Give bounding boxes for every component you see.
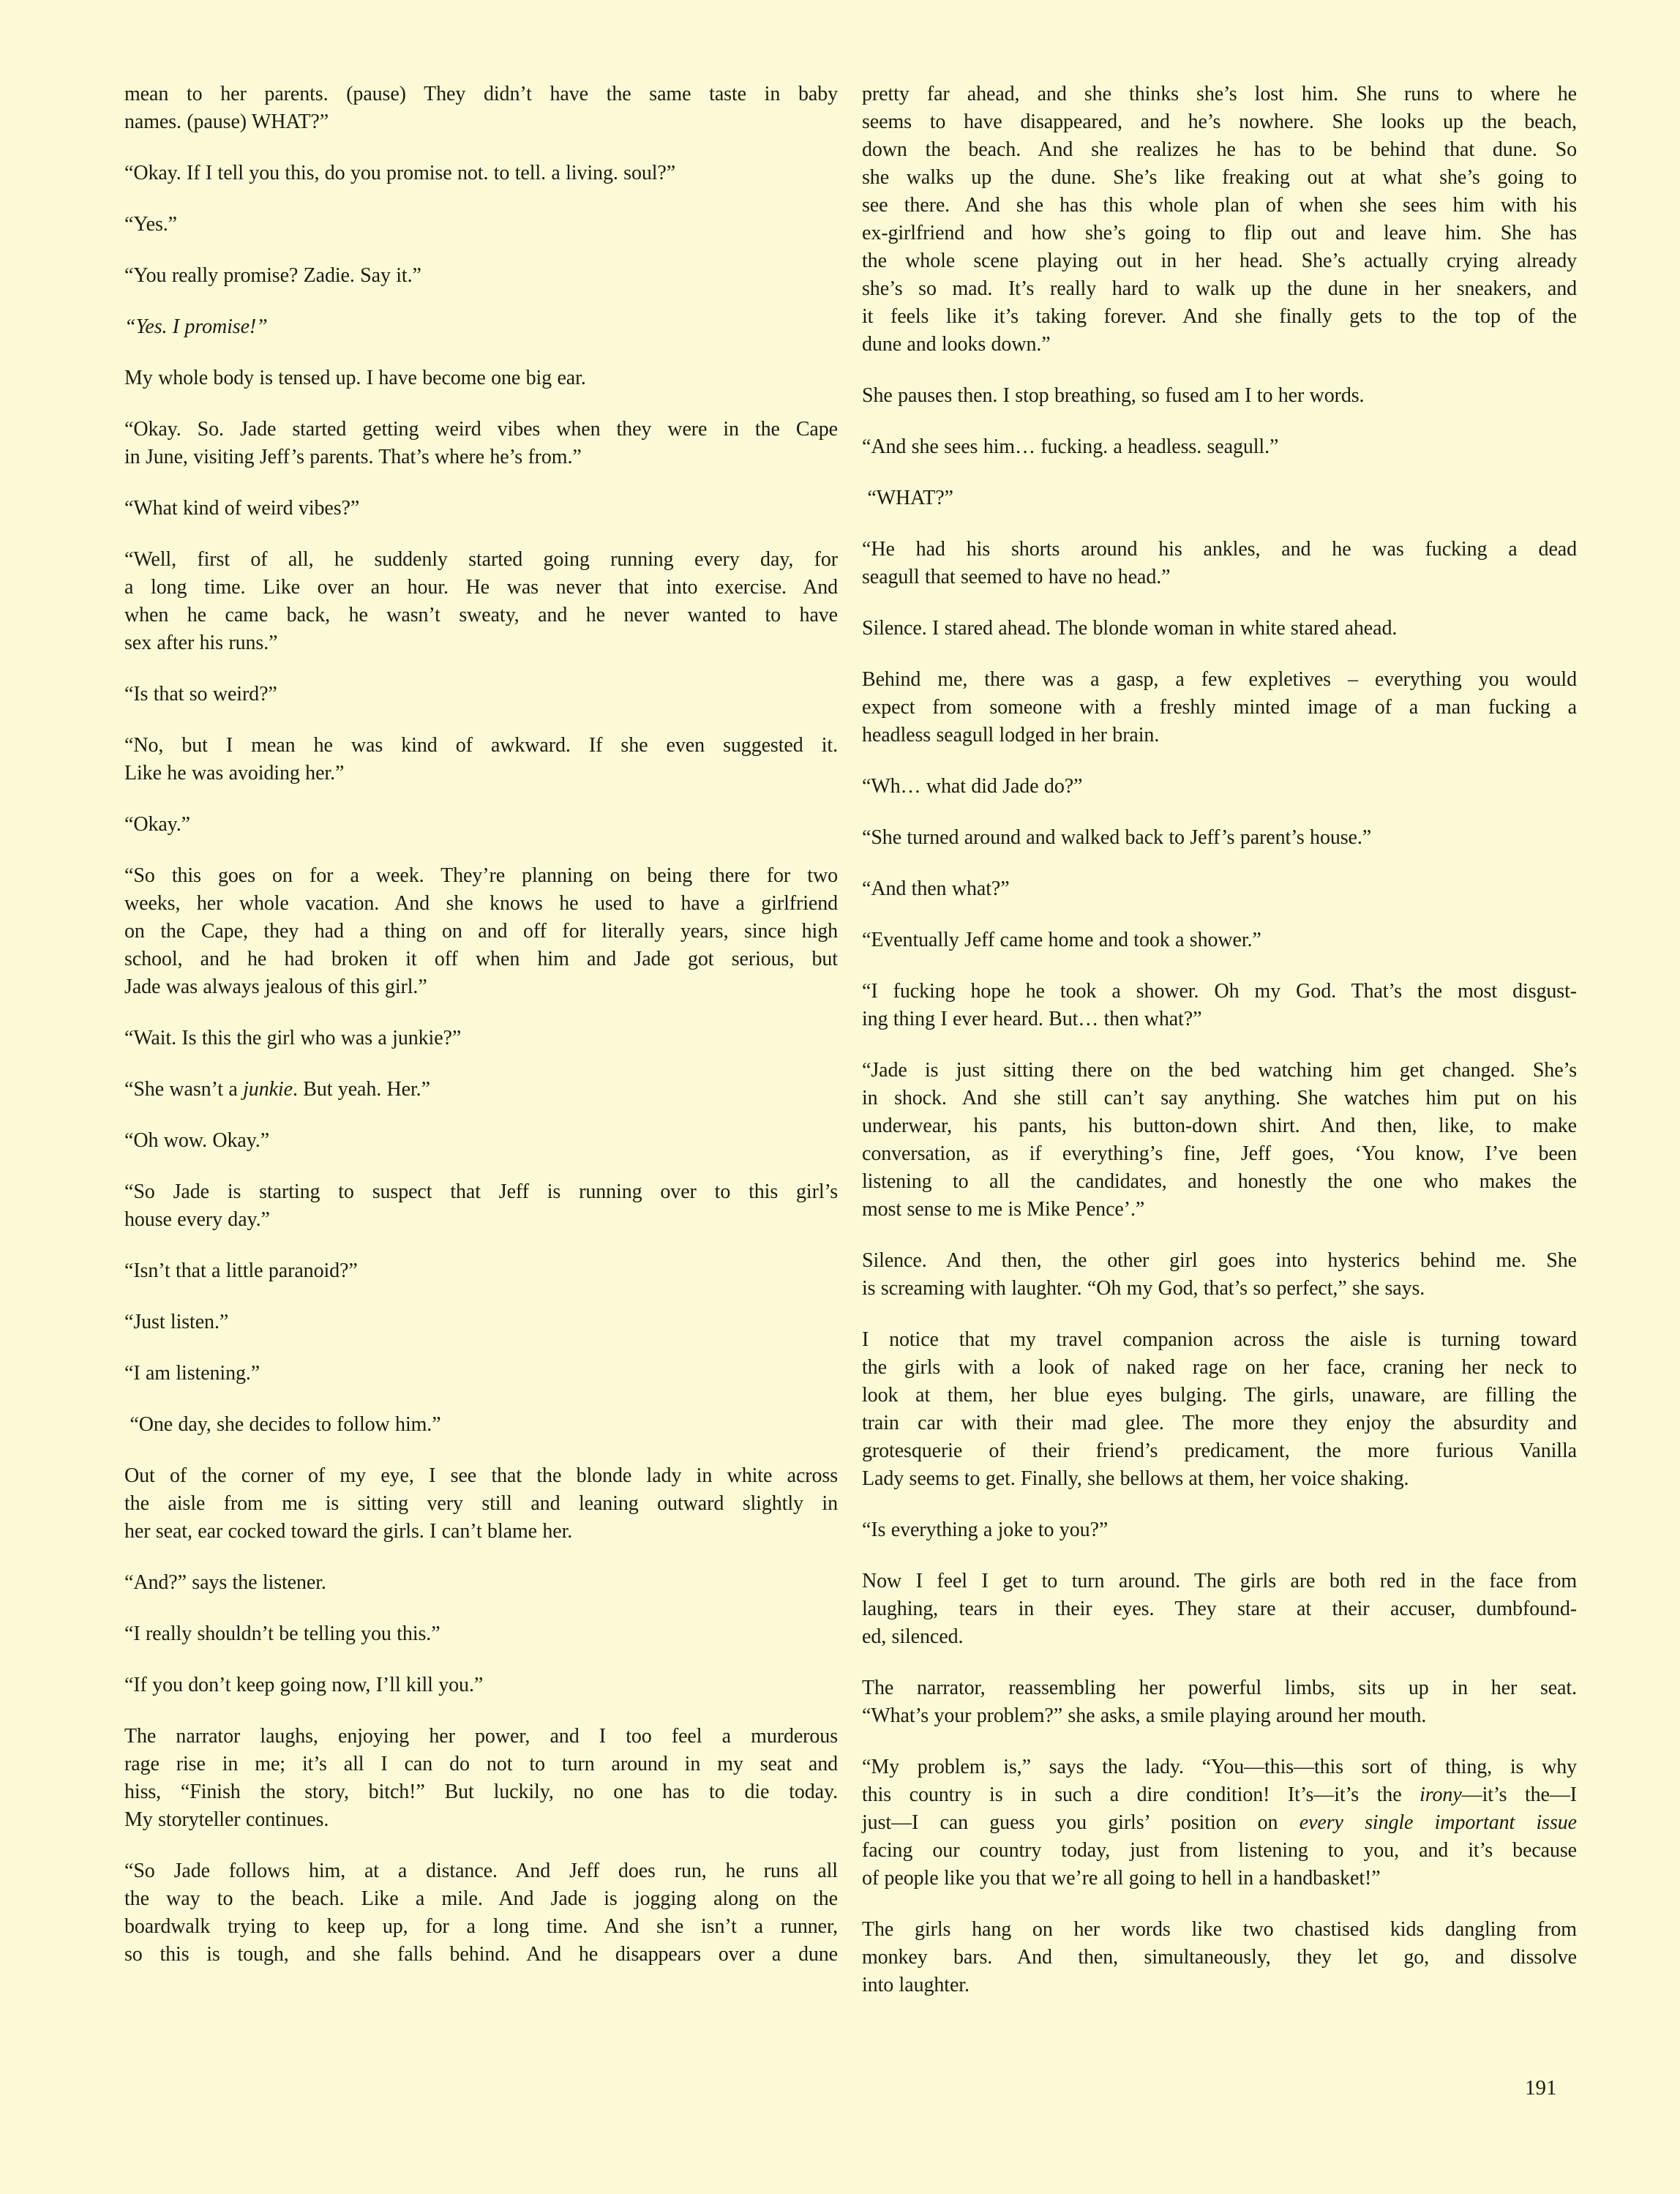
text-line: listening to all the candidates, and honestly the one who makes the [862,1170,1577,1193]
text-line: she walks up the dune. She’s like freaking out at what she’s going to [862,166,1577,189]
text-line: Like he was avoiding her.” [124,762,345,785]
text-line: weeks, her whole vacation. And she knows he used to have a girlfriend [124,892,838,915]
text-line: “No, but I mean he was kind of awkward. If she even suggested it. [124,734,838,757]
text-line: “Okay.” [124,813,190,836]
paragraph [862,666,1577,749]
text-line: “And?” says the listener. [124,1571,326,1594]
text-line: “Just listen.” [124,1311,229,1333]
text-line: “If you don’t keep going now, I’ll kill you.” [124,1674,484,1696]
paragraph [862,536,1577,591]
text-line: The narrator, reassembling her powerful limbs, sits up in her seat. [862,1677,1577,1699]
text-line: it feels like it’s taking forever. And she finally gets to the top of the [862,305,1577,328]
text-line: “One day, she decides to follow him.” [124,1413,441,1436]
text-line: “So this goes on for a week. They’re planning on being there for two [124,864,838,887]
paragraph [862,1326,1577,1493]
text-line: “Okay. So. Jade started getting weird vibes when they were in the Cape [124,418,838,441]
paragraph [124,681,838,708]
paragraph [124,1723,838,1834]
text-line: “Jade is just sitting there on the bed watching him get changed. She’s [862,1059,1577,1082]
text-column-left [124,81,838,1992]
text-line: Jade was always jealous of this girl.” [124,976,427,998]
text-line: monkey bars. And then, simultaneously, they let go, and dissolve [862,1946,1577,1969]
paragraph [862,926,1577,954]
text-line: “Wait. Is this the girl who was a junkie?” [124,1027,462,1049]
text-line: sex after his runs.” [124,632,278,654]
text-line: in shock. And she still can’t say anything. She watches him put on his [862,1087,1577,1109]
text-line: My storyteller continues. [124,1808,329,1831]
paragraph [862,824,1577,852]
text-line: so this is tough, and she falls behind. And he disappears over a dune [124,1943,838,1966]
paragraph [124,546,838,657]
text-line: Lady seems to get. Finally, she bellows at them, her voice shaking. [862,1467,1409,1490]
text-line: “He had his shorts around his ankles, and he was fucking a dead [862,538,1577,561]
paragraph [124,160,838,187]
text-line: seems to have disappeared, and he’s nowhere. She looks up the beach, [862,111,1577,133]
text-line: grotesquerie of their friend’s predicament, the more furious Vanilla [862,1439,1577,1462]
text-line: “She wasn’t a junkie. But yeah. Her.” [124,1078,430,1101]
text-line: ing thing I ever heard. But… then what?” [862,1008,1202,1030]
text-line: The girls hang on her words like two chastised kids dangling from [862,1918,1577,1941]
text-line: she’s so mad. It’s really hard to walk up the dune in her sneakers, and [862,277,1577,300]
paragraph [124,1127,838,1155]
paragraph [124,1411,838,1439]
text-line: “So Jade follows him, at a distance. And Jeff does run, he runs all [124,1860,838,1882]
paragraph [862,978,1577,1033]
paragraph [124,1178,838,1234]
paragraph [124,811,838,839]
text-line: a long time. Like over an hour. He was never that into exercise. And [124,576,838,599]
text-line: Out of the corner of my eye, I see that the blonde lady in white across [124,1464,838,1487]
paragraph [862,382,1577,410]
paragraph [124,1076,838,1104]
text-line: “Oh wow. Okay.” [124,1129,270,1152]
text-line: the aisle from me is sitting very still and leaning outward slightly in [124,1492,838,1515]
paragraph [124,81,838,136]
paragraph [124,262,838,290]
text-line: underwear, his pants, his button-down shirt. And then, like, to make [862,1115,1577,1137]
text-line: house every day.” [124,1208,270,1231]
paragraph [862,1916,1577,1999]
paragraph [862,1568,1577,1651]
text-line: My whole body is tensed up. I have become one big ear. [124,367,586,389]
text-line: “What kind of weird vibes?” [124,497,360,520]
paragraph [124,1569,838,1597]
text-line: in June, visiting Jeff’s parents. That’s where he’s from.” [124,446,582,468]
text-line: this country is in such a dire condition! It’s—it’s the irony—it’s the—I [862,1783,1578,1806]
paragraph [862,484,1577,512]
paragraph [862,875,1577,903]
text-line: “Yes. I promise!” [124,315,268,338]
text-line: Behind me, there was a gasp, a few expletives – everything you would [862,668,1577,691]
text-line: Silence. And then, the other girl goes into hysterics behind me. She [862,1249,1577,1272]
paragraph [862,615,1577,643]
text-line: “I am listening.” [124,1362,260,1385]
text-line: boardwalk trying to keep up, for a long time. And she isn’t a runner, [124,1915,838,1938]
text-line: “I fucking hope he took a shower. Oh my God. That’s the most disgust- [862,980,1577,1003]
text-line: see there. And she has this whole plan of when she sees him with his [862,194,1577,217]
paragraph [124,1257,838,1285]
text-line: the girls with a look of naked rage on her face, craning her neck to [862,1356,1577,1379]
text-line: ex-girlfriend and how she’s going to flip out and leave him. She has [862,222,1577,244]
text-line: “Is everything a joke to you?” [862,1519,1109,1541]
paragraph [862,1057,1577,1224]
text-line: just—I can guess you girls’ position on every single important issue [862,1811,1577,1834]
text-line: dune and looks down.” [862,333,1051,356]
paragraph [124,732,838,787]
paragraph [124,1360,838,1388]
paragraph [124,313,838,341]
paragraph [124,862,838,1001]
text-line: The narrator laughs, enjoying her power, and I too feel a murderous [124,1725,838,1748]
paragraph [124,1671,838,1699]
text-line: headless seagull lodged in her brain. [862,724,1160,746]
paragraph [124,364,838,392]
text-line: the way to the beach. Like a mile. And Jade is jogging along on the [124,1887,838,1910]
text-line: names. (pause) WHAT?” [124,111,329,133]
text-line: most sense to me is Mike Pence’.” [862,1198,1145,1221]
text-line: “WHAT?” [862,487,953,509]
text-line: “Yes.” [124,213,177,236]
paragraph [862,1516,1577,1544]
text-line: “And then what?” [862,877,1010,900]
text-line: hiss, “Finish the story, bitch!” But luckily, no one has to die today. [124,1781,838,1803]
text-line: on the Cape, they had a thing on and off for literally years, since high [124,920,838,943]
text-line: “Eventually Jeff came home and took a shower.” [862,929,1261,951]
text-line: “Isn’t that a little paranoid?” [124,1259,358,1282]
text-line: laughing, tears in their eyes. They stare at their accuser, dumbfound- [862,1598,1577,1620]
text-line: “And she sees him… fucking. a headless. seagull.” [862,435,1279,458]
paragraph [862,81,1577,359]
text-line: “Okay. If I tell you this, do you promise not. to tell. a living. soul?” [124,162,676,184]
text-line: of people like you that we’re all going to hell in a handbasket!” [862,1867,1381,1890]
text-line: when he came back, he wasn’t sweaty, and he never wanted to have [124,604,838,626]
paragraph [124,416,838,471]
text-line: “My problem is,” says the lady. “You—this—this sort of thing, is why [862,1756,1577,1778]
text-line: seagull that seemed to have no head.” [862,566,1171,588]
text-line: pretty far ahead, and she thinks she’s lost him. She runs to where he [862,83,1577,105]
paragraph [124,495,838,523]
paragraph [124,211,838,239]
text-line: is screaming with laughter. “Oh my God, that’s so perfect,” she says. [862,1277,1425,1300]
text-line: “What’s your problem?” she asks, a smile playing around her mouth. [862,1704,1427,1727]
paragraph [124,1620,838,1648]
text-line: expect from someone with a freshly minted image of a man fucking a [862,696,1577,719]
page-number: 191 [1525,2076,1557,2100]
text-line: Now I feel I get to turn around. The girls are both red in the face from [862,1570,1577,1592]
paragraph [124,1857,838,1969]
paragraph [862,433,1577,461]
text-line: conversation, as if everything’s fine, Jeff goes, ‘You know, I’ve been [862,1142,1577,1165]
paragraph [124,1462,838,1546]
text-line: the whole scene playing out in her head. She’s actually crying already [862,250,1577,272]
paragraph [124,1025,838,1052]
text-line: school, and he had broken it off when him and Jade got serious, but [124,948,838,970]
paragraph [862,1753,1577,1892]
text-line: “I really shouldn’t be telling you this.” [124,1622,440,1645]
text-line: mean to her parents. (pause) They didn’t have the same taste in baby [124,83,838,105]
paragraph [862,773,1577,801]
text-line: rage rise in me; it’s all I can do not to turn around in my seat and [124,1753,838,1775]
text-line: facing our country today, just from listening to you, and it’s because [862,1839,1577,1862]
paragraph [862,1247,1577,1303]
text-line: down the beach. And she realizes he has to be behind that dune. So [862,138,1577,161]
paragraph [124,1308,838,1336]
text-line: train car with their mad glee. The more they enjoy the absurdity and [862,1412,1577,1434]
text-line: “You really promise? Zadie. Say it.” [124,264,421,287]
text-line: her seat, ear cocked toward the girls. I can’t blame her. [124,1520,573,1543]
text-line: look at them, her blue eyes bulging. The girls, unaware, are filling the [862,1384,1577,1407]
text-line: She pauses then. I stop breathing, so fused am I to her words. [862,384,1365,407]
text-line: “So Jade is starting to suspect that Jeff is running over to this girl’s [124,1180,838,1203]
text-line: “She turned around and walked back to Jeff’s parent’s house.” [862,826,1372,849]
text-line: “Wh… what did Jade do?” [862,775,1083,798]
text-line: into laughter. [862,1974,970,1996]
text-line: Silence. I stared ahead. The blonde woman in white stared ahead. [862,617,1398,640]
paragraph [862,1674,1577,1730]
text-line: “Is that so weird?” [124,683,277,705]
text-line: I notice that my travel companion across the aisle is turning toward [862,1328,1577,1351]
text-column-right [862,81,1577,2023]
text-line: ed, silenced. [862,1625,964,1648]
text-line: “Well, first of all, he suddenly started going running every day, for [124,548,838,571]
